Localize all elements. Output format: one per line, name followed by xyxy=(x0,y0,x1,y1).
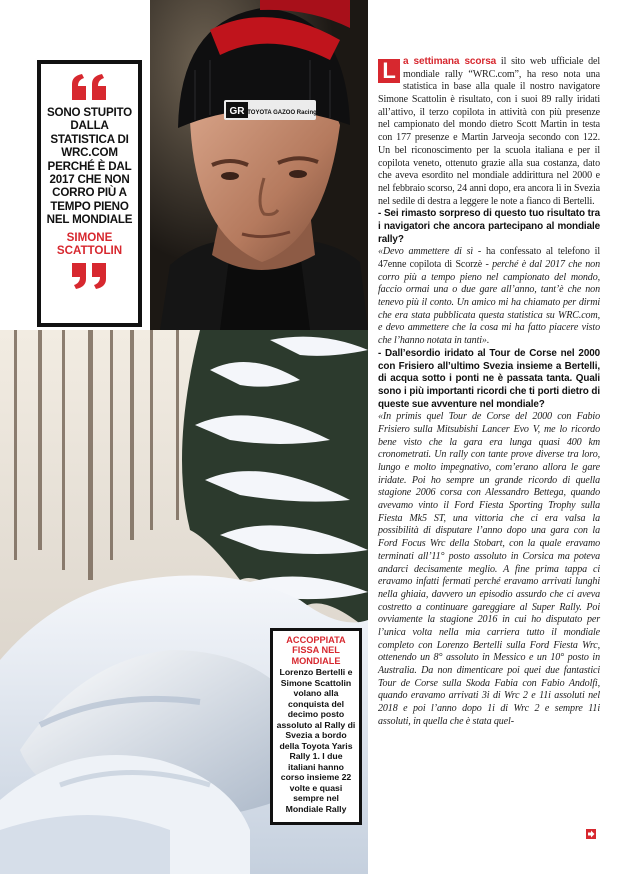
answer-1 xyxy=(378,246,600,348)
photo-caption-box xyxy=(270,628,362,825)
close-quote-icon xyxy=(70,263,110,289)
cap-brand: GR xyxy=(229,106,245,117)
portrait-photo xyxy=(150,0,368,330)
intro-text: il sito web ufficiale del mondiale rally “WRC.com”, ha reso nota una statistica in base alla quale il nostro navigatore Simone Scattolin è risultato, con i suoi 89 rally iridati all’attivo, il terzo copilota in attività con più presenze nel campionato del mondo dietro Scott Martin in testa con 177 presenze e Martin Jarveoja secondo con 122. Un bel riconoscimento per la scuola italiana e per il copilota veneto, ottenuto grazie alla sua costanza, dato che aveva esordito nel mondiale addirittura nel 2000 e nel febbraio scorso, 24 anni dopo, era ancora lì in Svezia nel sedile di destra a leggere le note a fianco di Bertelli. xyxy=(378,56,600,207)
question-2: - Dall’esordio iridato al Tour de Corse nel 2000 con Frisiero all’ultimo Svezia insieme a Bertelli, di acqua sotto i ponti ne è passata tanta. Quali sono i più importanti ricordi che ti porti dietro di queste sue avventure nel mondiale? xyxy=(378,347,600,410)
answer-1-attribution: - ha confessato al telefono il 47enne copilota di Scorzè - xyxy=(378,246,600,270)
pull-quote-box xyxy=(37,60,142,327)
lead-in: a settimana scorsa xyxy=(403,56,497,67)
drop-cap: L xyxy=(378,59,400,83)
pull-quote-author: SIMONE SCATTOLIN xyxy=(56,230,123,258)
cap-text: TOYOTA GAZOO Racing xyxy=(247,110,317,116)
question-1: - Sei rimasto sorpreso di questo tuo risultato tra i navigatori che ancora partecipano al mondiale rally? xyxy=(378,208,600,245)
caption-title: ACCOPPIATA FISSA NEL MONDIALE xyxy=(286,635,346,666)
article-body xyxy=(378,56,600,728)
pull-quote-text: SONO STUPITO DALLA STATISTICA DI WRC.COM PERCHÉ È DAL 2017 CHE NON CORRO PIÙ A TEMPO PIENO NEL MONDIALE xyxy=(46,106,133,227)
portrait-illustration xyxy=(150,0,368,330)
answer-1-quote: «Devo ammettere di sì xyxy=(378,246,474,258)
answer-2: «In primis quel Tour de Corse del 2000 con Fabio Frisiero sulla Mitsubishi Lancer Evo V, me lo ricordo bene visto che la gara era lunga quasi 400 km cronometrati. Un rally con tante prove diverse tra loro, lungo e molto impegnativo, com’erano allora le gare iridate. Poi ho sempre un grande ricordo di quella stagione 2006 corsa con Alessandro Bettega, quando avevamo vinto il Ford Fiesta Sporting Trophy sulla Fiesta Mk5 ST, una vittoria che ci era valsa la possibilità di disputare l’anno dopo una gara con la Ford Focus Wrc della Stobart, con la quale eravamo terminati all’11° posto assoluto in Corsica ma poteva andarci decisamente meglio. A fine prima tappa ci eravamo infatti fermati perché eravamo arrivati lunghi nella ghiaia, davvero un episodio assurdo che ci aveva costretto a continuare gareggiare al Super Rally. Poi ovviamente la stagione 2016 in cui ho disputato per l’unica volta nella mia carriera tutto il mondiale completo con Lorenzo Bertelli sulla Ford Fiesta Wrc, ottenendo un 8° assoluto in Messico e un 10° posto in Australia. Da non dimenticare poi quei due fantastici Tour de Corse sulla Skoda Fabia con Fabio Andolfi, quando eravamo arrivati 3i di Wrc 2 e 11i assoluti nel 2018 e poi l’anno dopo 1i di Wrc 2 e sempre 11i assoluti, in quella che è stata quel- xyxy=(378,411,600,727)
answer-1-text: perché è dal 2017 che non corro più a tempo pieno nel campionato del mondo, faccio ormai una o due gare all’anno, tant’è che non tenevo più il conto. Un amico mi ha chiamato per dirmi che era stata pubblicata questa statistica su WRC.com, e devo ammettere che la cosa mi ha fatto piacere visto che l’hanno notata in tanti». xyxy=(378,259,600,347)
continue-arrow-icon xyxy=(586,829,596,839)
open-quote-icon xyxy=(70,74,110,100)
article-intro xyxy=(378,56,600,208)
caption-text: Lorenzo Bertelli e Simone Scattolin volano alla conquista del decimo posto assoluto al Rally di Svezia a bordo della Toyota Yaris Rally 1. I due italiani hanno corso insieme 22 volte e quasi sempre nel Mondiale Rally xyxy=(276,667,356,814)
